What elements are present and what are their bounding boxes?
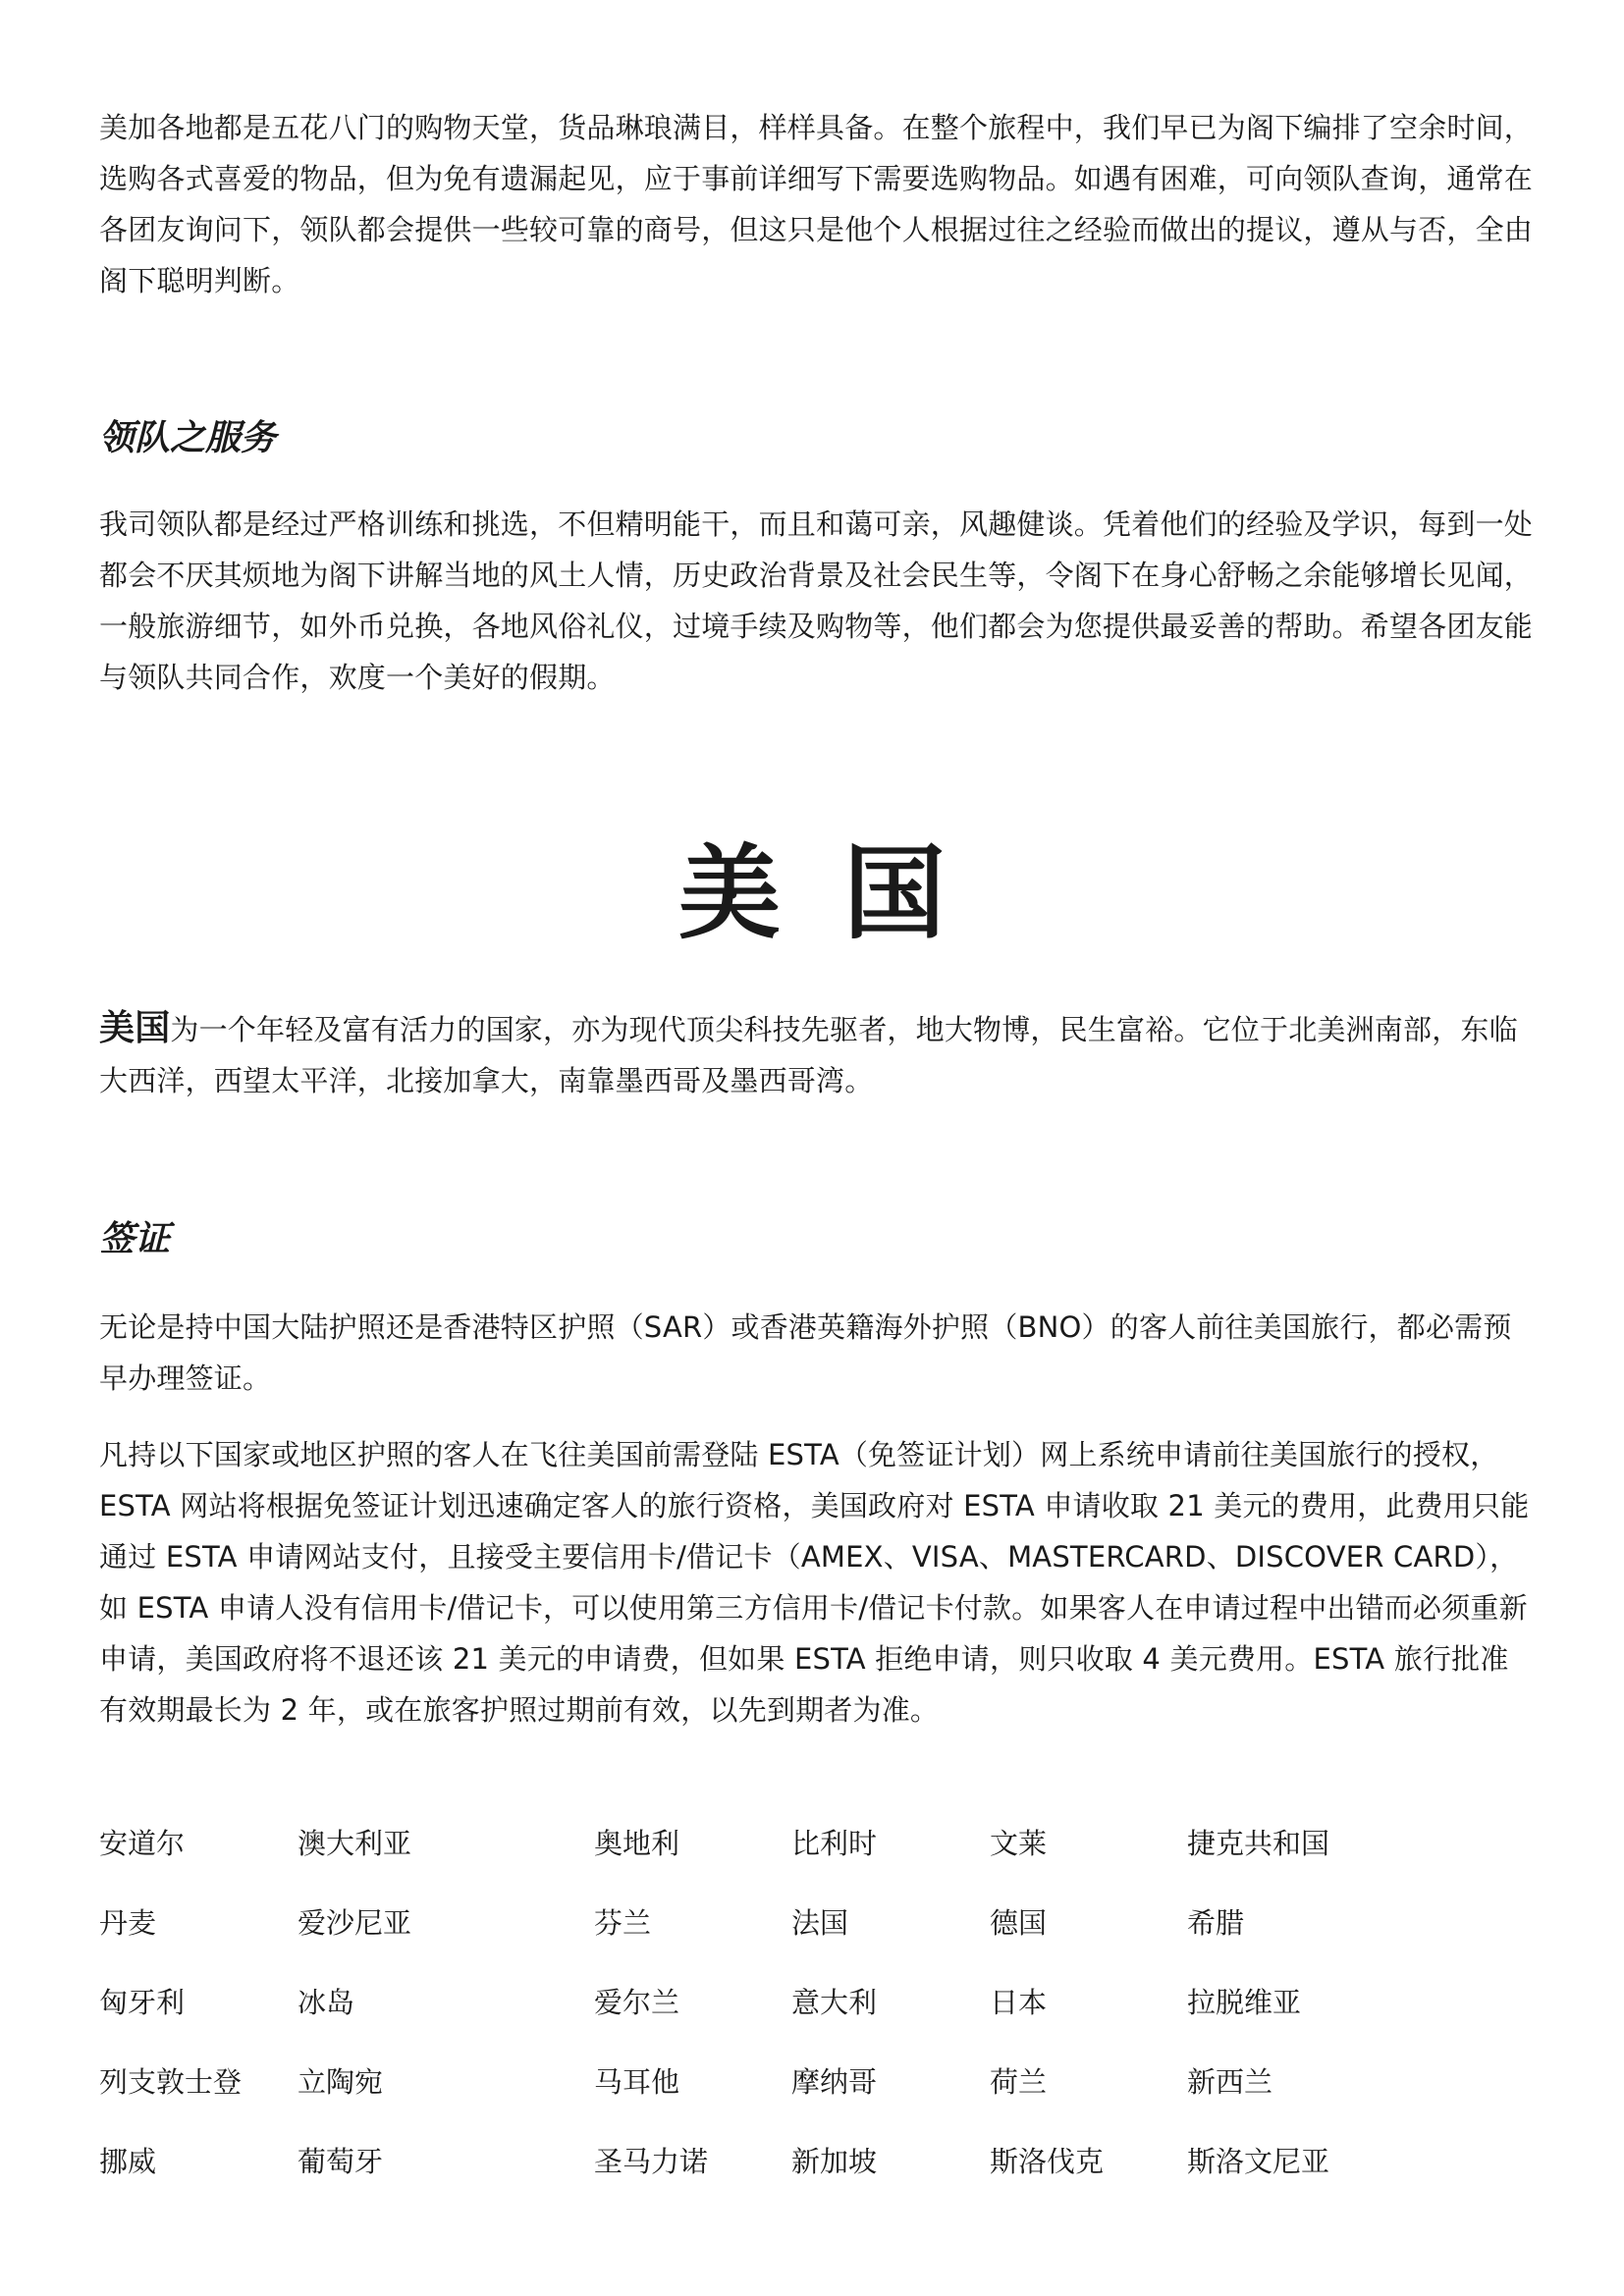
country-name: 斯洛伐克: [990, 2145, 1105, 2178]
shopping-paragraph: 美加各地都是五花八门的购物天堂，货品琳琅满目，样样具备。在整个旅程中，我们早已为阁下编排了空余时间，选购各式喜爱的物品，但为免有遗漏起见，应于事前详细写下需要选购物品。如遇有困难，可向领队查询，通常在各团友询问下，领队都会提供一些较可靠的商号，但这只是他个人根据过往之经验而做出的提议，遵从与否，全由阁下聪明判断。: [99, 111, 1534, 297]
country-name: 希腊: [1187, 1906, 1245, 1940]
country-name: 意大利: [791, 1986, 878, 2019]
country-name: 列支敦士登: [99, 2065, 243, 2099]
country-title: 美国: [677, 833, 1008, 953]
country-row: [99, 2062, 1533, 2142]
leader-service-paragraph: 我司领队都是经过严格训练和挑选，不但精明能干，而且和蔼可亲，风趣健谈。凭着他们的经验及学识，每到一处都会不厌其烦地为阁下讲解当地的风土人情，历史政治背景及社会民生等，令阁下在身心舒畅之余能够增长见闻，一般旅游细节，如外币兑换，各地风俗礼仪，过境手续及购物等，他们都会为您提供最妥善的帮助。希望各团友能与领队共同合作，欢度一个美好的假期。: [99, 507, 1534, 694]
country-intro-name: 美国: [99, 1008, 171, 1048]
leader-service-heading: 领队之服务: [99, 418, 277, 458]
country-name: 比利时: [791, 1827, 878, 1860]
country-name: 挪威: [99, 2145, 157, 2178]
country-name: 新西兰: [1187, 2065, 1273, 2099]
country-name: 拉脱维亚: [1187, 1986, 1302, 2019]
visa-heading: 签证: [99, 1219, 171, 1259]
country-name: 圣马力诺: [594, 2145, 709, 2178]
country-name: 冰岛: [298, 1986, 355, 2019]
country-name: 摩纳哥: [791, 2065, 878, 2099]
country-name: 丹麦: [99, 1906, 157, 1940]
country-name: 爱沙尼亚: [298, 1906, 412, 1940]
country-name: 新加坡: [791, 2145, 878, 2178]
country-name: 安道尔: [99, 1827, 186, 1860]
country-intro-text: 为一个年轻及富有活力的国家，亦为现代顶尖科技先驱者，地大物博，民生富裕。它位于北美洲南部，东临大西洋，西望太平洋，北接加拿大，南靠墨西哥及墨西哥湾。: [99, 1013, 1518, 1097]
country-name: 德国: [990, 1906, 1048, 1940]
country-intro-paragraph: [99, 1003, 1533, 1106]
country-row: [99, 2142, 1533, 2221]
country-name: 捷克共和国: [1187, 1827, 1330, 1860]
country-name: 奥地利: [594, 1827, 680, 1860]
visa-paragraph-1: 无论是持中国大陆护照还是香港特区护照（SAR）或香港英籍海外护照（BNO）的客人前往美国旅行，都必需预早办理签证。: [99, 1310, 1512, 1395]
visa-waiver-country-list: [99, 1824, 1533, 2221]
country-row: [99, 1983, 1533, 2062]
country-name: 日本: [990, 1986, 1048, 2019]
country-name: 法国: [791, 1906, 849, 1940]
country-row: [99, 1824, 1533, 1903]
country-name: 芬兰: [594, 1906, 652, 1940]
country-row: [99, 1903, 1533, 1983]
country-name: 文莱: [990, 1827, 1048, 1860]
visa-paragraph-2: 凡持以下国家或地区护照的客人在飞往美国前需登陆 ESTA（免签证计划）网上系统申请前往美国旅行的授权，ESTA 网站将根据免签证计划迅速确定客人的旅行资格，美国政府对 ESTA 申请收取 21 美元的费用，此费用只能通过 ESTA 申请网站支付，且接受主要信用卡/借记卡（AMEX、VISA、MASTERCARD、DISCOVER CARD），如 ESTA 申请人没有信用卡/借记卡，可以使用第三方信用卡/借记卡付款。如果客人在申请过程中出错而必须重新申请，美国政府将不退还该 21 美元的申请费，但如果 ESTA 拒绝申请，则只收取 4 美元费用。ESTA 旅行批准有效期最长为 2 年，或在旅客护照过期前有效，以先到期者为准。: [99, 1438, 1530, 1727]
country-name: 匈牙利: [99, 1986, 186, 2019]
country-name: 葡萄牙: [298, 2145, 384, 2178]
country-name: 澳大利亚: [298, 1827, 412, 1860]
country-name: 荷兰: [990, 2065, 1048, 2099]
country-name: 马耳他: [594, 2065, 680, 2099]
country-name: 斯洛文尼亚: [1187, 2145, 1330, 2178]
country-name: 爱尔兰: [594, 1986, 680, 2019]
country-name: 立陶宛: [298, 2065, 384, 2099]
